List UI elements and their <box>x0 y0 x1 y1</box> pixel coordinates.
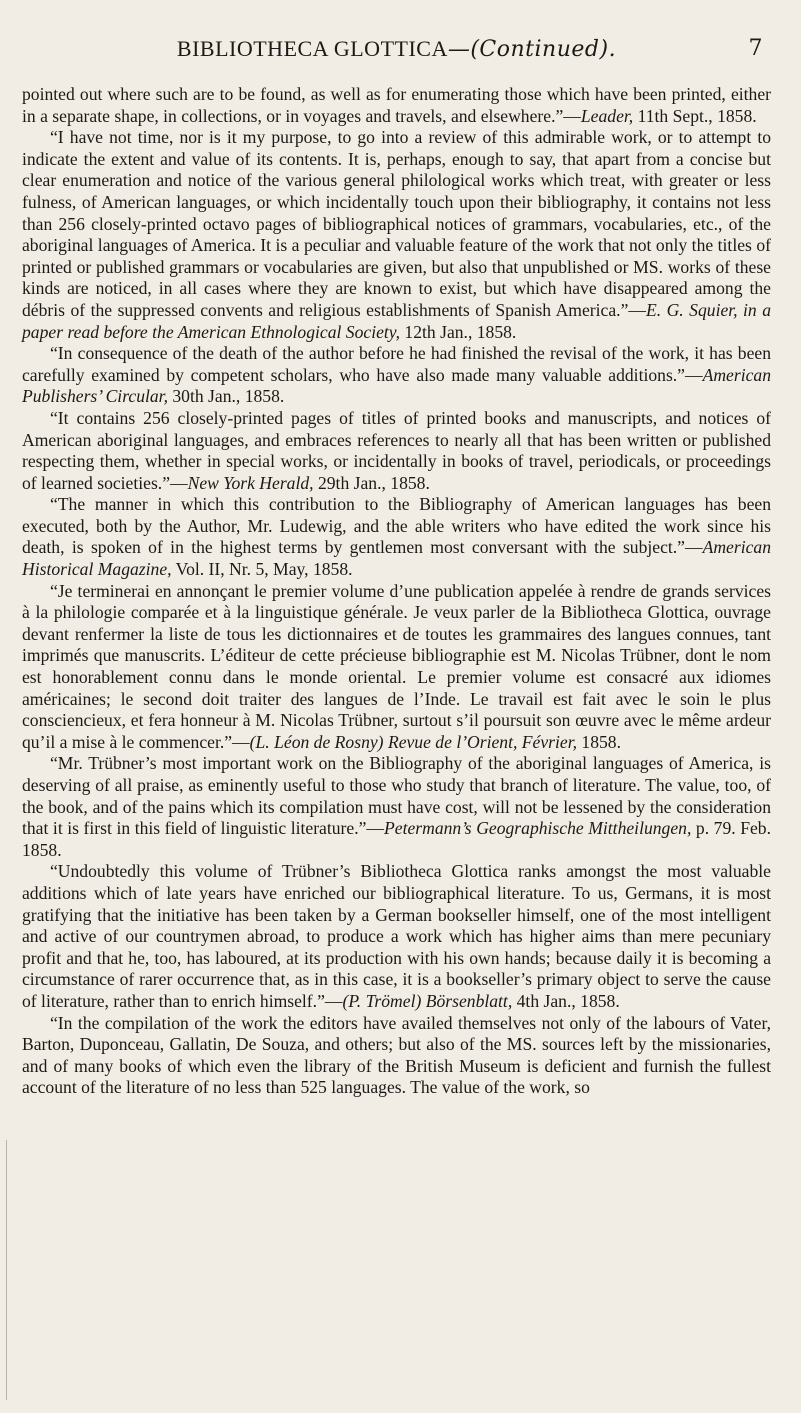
paragraph <box>22 494 771 580</box>
quote-source: (L. Léon de Rosny) Revue de l’Orient, Février, <box>249 731 577 752</box>
quote-text: pointed out where such are to be found, as well as for enumerating those which have been printed, either in a separate shape, in collections, or in voyages and travels, and elsewhere.”— <box>22 84 771 126</box>
paragraph <box>22 84 771 127</box>
paragraph <box>22 408 771 494</box>
paragraph <box>22 343 771 408</box>
quote-source: American Historical Magazine, <box>22 537 771 580</box>
quote-date: 12th Jan., 1858. <box>400 321 517 342</box>
quote-date: p. 79. Feb. 1858. <box>22 818 771 860</box>
running-head <box>22 36 771 76</box>
quote-source: E. G. Squier, in a paper read before the American Ethnological Society, <box>22 299 771 342</box>
quote-text: “Je terminerai en annonçant le premier volume d’une publication appelée à rendre de grands services à la philologie comparée et à la linguistique générale. Je veux parler de la Bibliotheca Glottica, ouvrage devant renfermer la liste de tous les dictionnaires et de toutes les grammaires des langues connues, tant imprimés que manuscrits. L’éditeur de cette précieuse bibliographie est M. Nicolas Trübner, dont le nom est honorablement connu dans le monde oriental. Le premier volume est consacré aux idiomes américaines; le second doit traiter des langues de l’Inde. Le travail est fait avec le soin le plus consciencieux, et fera honneur à M. Nicolas Trübner, surtout s’il poursuit son œuvre avec le même ardeur qu’il a mise à le commencer.”— <box>22 580 771 752</box>
quote-date: 29th Jan., 1858. <box>313 472 430 493</box>
quote-text: “In the compilation of the work the editors have availed themselves not only of the labours of Vater, Barton, Duponceau, Gallatin, De Souza, and others; but also of the MS. sources left by the missionaries, and of many books of which even the library of the British Museum is deficient and furnish the fullest account of the literature of no less than 525 languages. The value of the work, so <box>22 1012 771 1098</box>
quote-text: “Undoubtedly this volume of Trübner’s Bibliotheca Glottica ranks amongst the most valuable additions which of late years have enriched our bibliographical literature. To us, Germans, it is most gratifying that the initiative has been taken by a German bookseller himself, one of the most intelligent and active of our countrymen abroad, to produce a work which has higher aims than mere pecuniary profit and that he, too, has laboured, at its production with his own hands; because daily it is becoming a circumstance of rarer occurrence that, as in this case, it is a bookseller’s primary object to serve the cause of literature, rather than to enrich himself.”— <box>22 861 771 1011</box>
quote-source: New York Herald, <box>187 472 314 493</box>
quote-text: “Mr. Trübner’s most important work on the Bibliography of the aboriginal languages of America, is deserving of all praise, as eminently useful to those who study that branch of literature. The value, too, of the book, and of the pains which its compilation must have cost, will not be lessened by the consideration that it is first in this field of linguistic literature.”— <box>22 753 771 839</box>
paragraph <box>22 861 771 1012</box>
quote-source: American Publishers’ Circular, <box>22 364 771 407</box>
quote-text: “I have not time, nor is it my purpose, to go into a review of this admirable work, or to attempt to indicate the extent and value of its contents. It is, perhaps, enough to say, that apart from a concise but clear enumeration and notice of the various general philological works which treat, with greater or less fulness, of American languages, or which incidentally touch upon their bibliography, it contains not less than 256 closely-printed octavo pages of bibliographical notices of grammars, vocabularies, etc., of the aboriginal languages of America. It is a peculiar and valuable feature of the work that not only the titles of printed or published grammars or vocabularies are given, but also that unpublished or MS. works of these kinds are noticed, in all cases where they are known to exist, but which have disappeared among the débris of the suppressed convents and religious establishments of Spanish America.”— <box>22 127 771 320</box>
paragraph <box>22 581 771 754</box>
paragraph <box>22 127 771 343</box>
body-text <box>22 84 771 1099</box>
quote-source: (P. Trömel) Börsenblatt, <box>342 990 513 1011</box>
paragraph <box>22 753 771 861</box>
quote-date: Vol. II, Nr. 5, May, 1858. <box>171 559 353 580</box>
quote-date: 1858. <box>577 731 621 752</box>
quote-source: Petermann’s Geographische Mittheilungen, <box>384 818 692 839</box>
quote-date: 4th Jan., 1858. <box>512 990 620 1011</box>
paragraph <box>22 1013 771 1099</box>
quote-text: “It contains 256 closely-printed pages of titles of printed books and manuscripts, and notices of American aboriginal languages, and embraces references to nearly all that has been written or published respecting them, whether in special works, or incidentally in books of travel, periodicals, or proceedings of learned societies.”— <box>22 407 771 493</box>
running-title: BIBLIOTHECA GLOTTICA <box>176 36 448 61</box>
margin-rule <box>6 1140 7 1400</box>
quote-date: 30th Jan., 1858. <box>167 386 285 407</box>
quote-date: 11th Sept., 1858. <box>633 105 757 126</box>
quote-text: “The manner in which this contribution to the Bibliography of American languages has been executed, both by the Author, Mr. Ludewig, and the able writers who have edited the work since his death, is spoken of in the highest terms by gentlemen most conversant with the subject.”— <box>22 494 771 558</box>
quote-text: “In consequence of the death of the author before he had finished the revisal of the work, it has been carefully examined by competent scholars, who have also made many valuable additions.”— <box>22 343 771 385</box>
continued-label: —(Continued). <box>447 37 617 62</box>
quote-source: Leader, <box>580 105 634 126</box>
page-number: 7 <box>748 36 763 61</box>
